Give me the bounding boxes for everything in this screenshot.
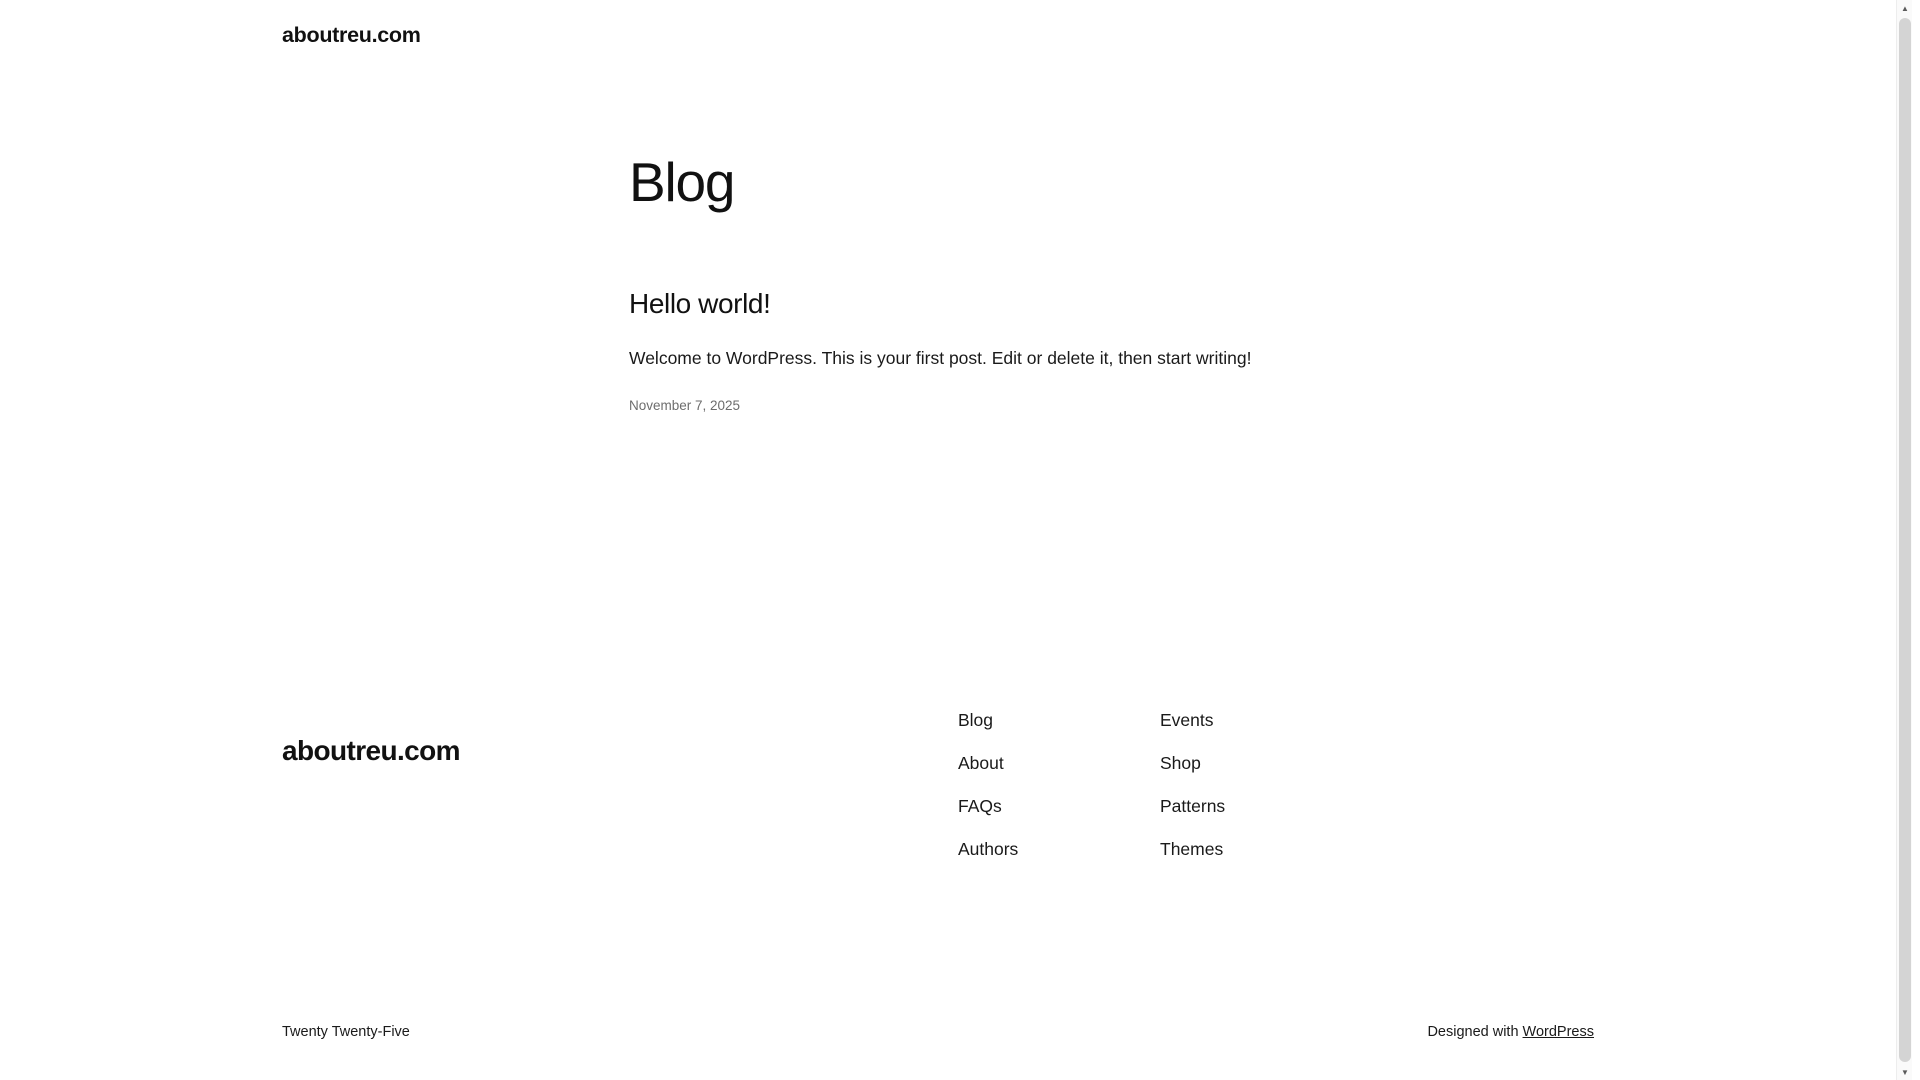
list-item bbox=[629, 287, 1912, 416]
footer-link-shop[interactable]: Shop bbox=[1160, 753, 1201, 773]
footer-link-authors[interactable]: Authors bbox=[958, 839, 1019, 859]
scrollbar-thumb[interactable] bbox=[1899, 18, 1911, 1062]
wordpress-link[interactable]: WordPress bbox=[1522, 1024, 1594, 1040]
site-footer bbox=[0, 710, 1912, 1040]
scroll-up-arrow-icon[interactable]: ▲ bbox=[1901, 3, 1909, 13]
post-list bbox=[629, 287, 1912, 416]
site-title[interactable]: aboutreu.com bbox=[282, 23, 421, 47]
post-excerpt: Welcome to WordPress. This is your first post. Edit or delete it, then start writing! bbox=[629, 348, 1252, 369]
scroll-down-arrow-icon[interactable]: ▼ bbox=[1901, 1067, 1909, 1077]
footer-top bbox=[282, 710, 1630, 882]
footer-link-themes[interactable]: Themes bbox=[1160, 839, 1224, 859]
footer-nav-column-2 bbox=[1160, 710, 1362, 882]
footer-credit bbox=[1427, 1024, 1630, 1040]
page-title: Blog bbox=[629, 150, 735, 213]
footer-site-title[interactable]: aboutreu.com bbox=[282, 735, 460, 766]
footer-credit-prefix: Designed with bbox=[1427, 1024, 1523, 1040]
footer-link-about[interactable]: About bbox=[958, 753, 1004, 773]
footer-link-patterns[interactable]: Patterns bbox=[1160, 796, 1226, 816]
post-date: November 7, 2025 bbox=[629, 398, 741, 414]
footer-nav-column-1 bbox=[958, 710, 1160, 882]
site-header bbox=[0, 0, 1912, 50]
footer-navigation bbox=[958, 710, 1630, 882]
main-content bbox=[0, 152, 1912, 416]
footer-link-events[interactable]: Events bbox=[1160, 710, 1214, 730]
footer-link-blog[interactable]: Blog bbox=[958, 710, 994, 730]
footer-bottom bbox=[282, 1024, 1630, 1040]
post-title-link[interactable]: Hello world! bbox=[629, 288, 771, 320]
footer-link-faqs[interactable]: FAQs bbox=[958, 796, 1002, 816]
footer-theme-name: Twenty Twenty-Five bbox=[282, 1024, 410, 1040]
vertical-scrollbar[interactable] bbox=[1896, 0, 1912, 1080]
